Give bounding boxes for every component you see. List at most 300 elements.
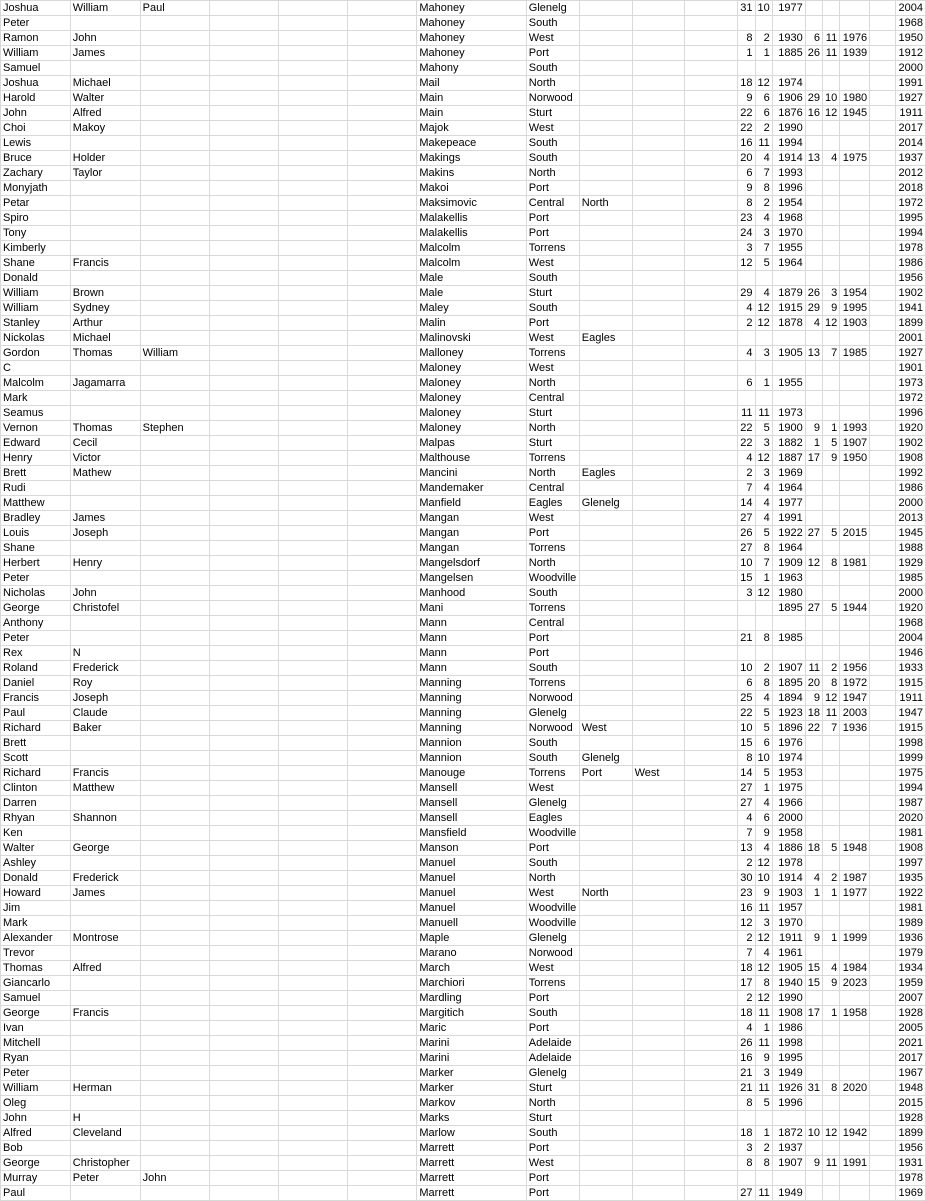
table-cell[interactable] (210, 571, 279, 586)
table-cell[interactable] (279, 466, 348, 481)
table-cell[interactable] (279, 781, 348, 796)
table-cell[interactable] (210, 136, 279, 151)
table-cell[interactable]: 1996 (772, 1096, 805, 1111)
table-cell[interactable] (737, 271, 755, 286)
table-cell[interactable]: 1974 (772, 76, 805, 91)
table-cell[interactable]: Mark (1, 916, 71, 931)
table-cell[interactable] (822, 466, 839, 481)
table-cell[interactable] (805, 751, 822, 766)
table-cell[interactable] (210, 496, 279, 511)
table-cell[interactable] (579, 46, 632, 61)
table-cell[interactable] (805, 616, 822, 631)
table-cell[interactable]: 11 (737, 406, 755, 421)
table-cell[interactable]: West (579, 721, 632, 736)
table-cell[interactable] (870, 421, 896, 436)
table-cell[interactable] (822, 1171, 839, 1186)
table-cell[interactable] (140, 166, 210, 181)
table-cell[interactable] (822, 751, 839, 766)
table-cell[interactable] (822, 136, 839, 151)
table-cell[interactable] (737, 331, 755, 346)
table-cell[interactable] (840, 76, 870, 91)
table-cell[interactable]: Christofel (70, 601, 140, 616)
table-cell[interactable] (685, 121, 737, 136)
table-cell[interactable]: 2 (755, 1141, 772, 1156)
table-cell[interactable] (70, 1066, 140, 1081)
table-cell[interactable] (685, 1066, 737, 1081)
table-cell[interactable]: Mitchell (1, 1036, 71, 1051)
table-cell[interactable]: 16 (737, 901, 755, 916)
table-cell[interactable]: 1927 (895, 346, 925, 361)
table-cell[interactable]: Eagles (526, 811, 579, 826)
table-cell[interactable]: Malin (417, 316, 526, 331)
table-cell[interactable] (140, 301, 210, 316)
table-cell[interactable]: George (1, 601, 71, 616)
table-cell[interactable] (210, 751, 279, 766)
table-cell[interactable] (632, 301, 685, 316)
table-cell[interactable] (348, 586, 417, 601)
table-cell[interactable] (805, 916, 822, 931)
table-cell[interactable]: Woodville (526, 571, 579, 586)
table-cell[interactable]: North (526, 376, 579, 391)
table-cell[interactable]: Peter (70, 1171, 140, 1186)
table-cell[interactable]: 2015 (895, 1096, 925, 1111)
table-cell[interactable]: 2003 (840, 706, 870, 721)
table-cell[interactable] (70, 616, 140, 631)
table-cell[interactable]: 5 (822, 601, 839, 616)
table-cell[interactable]: 22 (805, 721, 822, 736)
table-cell[interactable] (840, 646, 870, 661)
table-cell[interactable]: Mangan (417, 526, 526, 541)
table-cell[interactable]: 5 (755, 526, 772, 541)
table-cell[interactable] (805, 241, 822, 256)
table-cell[interactable] (279, 1186, 348, 1201)
table-cell[interactable]: Stephen (140, 421, 210, 436)
table-cell[interactable] (140, 601, 210, 616)
table-cell[interactable]: 3 (755, 916, 772, 931)
table-cell[interactable] (755, 271, 772, 286)
table-cell[interactable]: 1 (822, 1006, 839, 1021)
table-cell[interactable] (579, 946, 632, 961)
table-cell[interactable]: South (526, 586, 579, 601)
table-cell[interactable]: Rex (1, 646, 71, 661)
table-cell[interactable] (685, 271, 737, 286)
table-cell[interactable] (348, 721, 417, 736)
table-cell[interactable]: Marrett (417, 1171, 526, 1186)
table-cell[interactable] (840, 406, 870, 421)
table-cell[interactable]: 2013 (895, 511, 925, 526)
table-cell[interactable] (805, 1066, 822, 1081)
table-cell[interactable]: 4 (755, 691, 772, 706)
table-cell[interactable] (840, 811, 870, 826)
table-cell[interactable]: Glenelg (526, 931, 579, 946)
table-cell[interactable] (348, 301, 417, 316)
table-cell[interactable] (685, 1126, 737, 1141)
table-cell[interactable]: 2 (822, 661, 839, 676)
table-cell[interactable] (805, 166, 822, 181)
table-cell[interactable]: William (1, 1081, 71, 1096)
table-cell[interactable] (685, 16, 737, 31)
table-cell[interactable] (210, 736, 279, 751)
table-cell[interactable] (279, 1081, 348, 1096)
table-cell[interactable] (685, 796, 737, 811)
table-cell[interactable] (685, 331, 737, 346)
table-cell[interactable]: 12 (822, 316, 839, 331)
table-cell[interactable]: 1969 (895, 1186, 925, 1201)
table-cell[interactable] (579, 916, 632, 931)
table-cell[interactable] (579, 451, 632, 466)
table-cell[interactable] (140, 586, 210, 601)
table-cell[interactable]: Manson (417, 841, 526, 856)
table-cell[interactable] (685, 451, 737, 466)
table-cell[interactable]: South (526, 16, 579, 31)
table-cell[interactable] (737, 391, 755, 406)
table-cell[interactable] (870, 391, 896, 406)
table-cell[interactable] (279, 616, 348, 631)
table-cell[interactable] (279, 31, 348, 46)
table-cell[interactable] (279, 661, 348, 676)
table-cell[interactable] (822, 586, 839, 601)
table-cell[interactable] (140, 556, 210, 571)
table-cell[interactable] (632, 1036, 685, 1051)
table-cell[interactable] (279, 841, 348, 856)
table-cell[interactable] (140, 466, 210, 481)
table-cell[interactable] (632, 196, 685, 211)
table-cell[interactable]: 1895 (772, 676, 805, 691)
table-cell[interactable] (70, 631, 140, 646)
table-cell[interactable]: Samuel (1, 991, 71, 1006)
table-cell[interactable] (870, 1066, 896, 1081)
table-cell[interactable]: 1977 (772, 1, 805, 16)
table-cell[interactable] (772, 271, 805, 286)
table-cell[interactable] (685, 76, 737, 91)
table-cell[interactable] (279, 1066, 348, 1081)
table-cell[interactable] (685, 346, 737, 361)
table-cell[interactable] (822, 1111, 839, 1126)
table-cell[interactable]: 12 (755, 856, 772, 871)
table-cell[interactable]: 18 (737, 1126, 755, 1141)
table-cell[interactable]: North (526, 421, 579, 436)
table-cell[interactable]: Port (526, 526, 579, 541)
table-cell[interactable] (632, 841, 685, 856)
table-cell[interactable] (632, 256, 685, 271)
table-cell[interactable] (840, 541, 870, 556)
table-cell[interactable]: 23 (737, 886, 755, 901)
table-cell[interactable] (870, 121, 896, 136)
table-cell[interactable] (348, 451, 417, 466)
table-cell[interactable]: John (1, 1111, 71, 1126)
table-cell[interactable]: Rhyan (1, 811, 71, 826)
table-cell[interactable] (870, 301, 896, 316)
table-cell[interactable]: Paul (1, 706, 71, 721)
table-cell[interactable]: South (526, 661, 579, 676)
table-cell[interactable]: 1905 (772, 961, 805, 976)
table-cell[interactable]: 1986 (895, 481, 925, 496)
table-cell[interactable] (348, 811, 417, 826)
table-cell[interactable]: 1954 (840, 286, 870, 301)
table-cell[interactable]: West (526, 331, 579, 346)
table-cell[interactable]: 13 (805, 151, 822, 166)
table-cell[interactable] (140, 721, 210, 736)
table-cell[interactable] (822, 646, 839, 661)
table-cell[interactable]: 1968 (895, 616, 925, 631)
table-cell[interactable]: Port (526, 646, 579, 661)
table-cell[interactable] (70, 1186, 140, 1201)
table-cell[interactable] (348, 1126, 417, 1141)
table-cell[interactable] (685, 1, 737, 16)
table-cell[interactable]: Brown (70, 286, 140, 301)
table-cell[interactable] (822, 331, 839, 346)
table-cell[interactable] (870, 826, 896, 841)
table-cell[interactable]: Marrett (417, 1156, 526, 1171)
table-cell[interactable] (870, 106, 896, 121)
table-cell[interactable]: 1975 (772, 781, 805, 796)
table-cell[interactable] (210, 631, 279, 646)
table-cell[interactable] (348, 526, 417, 541)
table-cell[interactable]: Ivan (1, 1021, 71, 1036)
table-cell[interactable]: 1976 (772, 736, 805, 751)
table-cell[interactable] (632, 166, 685, 181)
table-cell[interactable] (805, 1021, 822, 1036)
table-cell[interactable] (822, 541, 839, 556)
table-cell[interactable]: Manuel (417, 856, 526, 871)
table-cell[interactable] (737, 61, 755, 76)
table-cell[interactable] (140, 826, 210, 841)
table-cell[interactable]: 4 (737, 346, 755, 361)
table-cell[interactable] (822, 166, 839, 181)
table-cell[interactable] (579, 436, 632, 451)
table-cell[interactable]: 1987 (840, 871, 870, 886)
table-cell[interactable] (140, 991, 210, 1006)
table-cell[interactable]: 1911 (772, 931, 805, 946)
table-cell[interactable] (685, 421, 737, 436)
table-cell[interactable]: 1911 (895, 691, 925, 706)
table-cell[interactable]: 2018 (895, 181, 925, 196)
table-cell[interactable] (870, 811, 896, 826)
table-cell[interactable] (348, 1081, 417, 1096)
table-cell[interactable] (210, 1021, 279, 1036)
table-cell[interactable]: 1 (805, 886, 822, 901)
table-cell[interactable] (805, 586, 822, 601)
table-cell[interactable]: 1995 (840, 301, 870, 316)
table-cell[interactable]: Port (526, 1021, 579, 1036)
table-cell[interactable] (348, 1096, 417, 1111)
table-cell[interactable] (772, 1111, 805, 1126)
table-cell[interactable] (685, 736, 737, 751)
table-cell[interactable] (348, 316, 417, 331)
table-cell[interactable]: 2 (755, 196, 772, 211)
table-cell[interactable]: Norwood (526, 91, 579, 106)
table-cell[interactable] (348, 856, 417, 871)
table-cell[interactable] (870, 991, 896, 1006)
table-cell[interactable] (210, 601, 279, 616)
table-cell[interactable] (579, 121, 632, 136)
table-cell[interactable] (755, 391, 772, 406)
table-cell[interactable] (805, 631, 822, 646)
table-cell[interactable]: 1996 (772, 181, 805, 196)
table-cell[interactable] (210, 181, 279, 196)
table-cell[interactable] (579, 256, 632, 271)
table-cell[interactable]: Gordon (1, 346, 71, 361)
table-cell[interactable]: 5 (755, 421, 772, 436)
table-cell[interactable]: Bradley (1, 511, 71, 526)
table-cell[interactable] (579, 301, 632, 316)
table-cell[interactable] (805, 496, 822, 511)
table-cell[interactable]: Walter (1, 841, 71, 856)
table-cell[interactable]: 8 (737, 196, 755, 211)
table-cell[interactable]: 3 (755, 436, 772, 451)
table-cell[interactable]: Maloney (417, 406, 526, 421)
table-cell[interactable]: 1950 (840, 451, 870, 466)
table-cell[interactable]: H (70, 1111, 140, 1126)
table-cell[interactable]: 1900 (772, 421, 805, 436)
table-cell[interactable] (210, 1126, 279, 1141)
table-cell[interactable] (348, 466, 417, 481)
table-cell[interactable] (870, 616, 896, 631)
table-cell[interactable]: 4 (755, 511, 772, 526)
table-cell[interactable] (870, 361, 896, 376)
table-cell[interactable]: Manuel (417, 871, 526, 886)
table-cell[interactable]: 30 (737, 871, 755, 886)
table-cell[interactable] (870, 331, 896, 346)
table-cell[interactable]: Port (526, 631, 579, 646)
table-cell[interactable]: Christopher (70, 1156, 140, 1171)
table-cell[interactable] (840, 856, 870, 871)
table-cell[interactable] (632, 1, 685, 16)
table-cell[interactable] (279, 151, 348, 166)
table-cell[interactable]: Port (526, 991, 579, 1006)
table-cell[interactable]: 1927 (895, 91, 925, 106)
table-cell[interactable] (805, 256, 822, 271)
table-cell[interactable]: Peter (1, 1066, 71, 1081)
table-cell[interactable]: Ryan (1, 1051, 71, 1066)
table-cell[interactable] (870, 586, 896, 601)
table-cell[interactable] (870, 241, 896, 256)
table-cell[interactable]: 1998 (772, 1036, 805, 1051)
table-cell[interactable] (632, 1021, 685, 1036)
table-cell[interactable]: 1990 (772, 991, 805, 1006)
table-cell[interactable] (210, 1096, 279, 1111)
table-cell[interactable] (685, 376, 737, 391)
table-cell[interactable]: 2 (755, 31, 772, 46)
table-cell[interactable] (822, 271, 839, 286)
table-cell[interactable] (579, 1021, 632, 1036)
table-cell[interactable]: Markov (417, 1096, 526, 1111)
table-cell[interactable] (70, 571, 140, 586)
table-cell[interactable]: 2021 (895, 1036, 925, 1051)
table-cell[interactable]: 15 (737, 736, 755, 751)
table-cell[interactable] (870, 646, 896, 661)
table-cell[interactable] (870, 931, 896, 946)
table-cell[interactable] (279, 241, 348, 256)
table-cell[interactable]: Michael (70, 331, 140, 346)
table-cell[interactable] (140, 1186, 210, 1201)
table-cell[interactable] (685, 1156, 737, 1171)
table-cell[interactable] (870, 181, 896, 196)
table-cell[interactable]: Kimberly (1, 241, 71, 256)
table-cell[interactable]: 12 (755, 301, 772, 316)
table-cell[interactable] (632, 886, 685, 901)
table-cell[interactable]: West (526, 256, 579, 271)
table-cell[interactable] (822, 1141, 839, 1156)
table-cell[interactable] (140, 571, 210, 586)
table-cell[interactable]: 7 (737, 826, 755, 841)
table-cell[interactable] (840, 901, 870, 916)
table-cell[interactable] (140, 1036, 210, 1051)
table-cell[interactable] (348, 136, 417, 151)
table-cell[interactable] (210, 1156, 279, 1171)
table-cell[interactable] (685, 1096, 737, 1111)
table-cell[interactable]: 6 (737, 376, 755, 391)
table-cell[interactable]: 22 (737, 106, 755, 121)
table-cell[interactable]: Norwood (526, 946, 579, 961)
table-cell[interactable] (210, 871, 279, 886)
table-cell[interactable]: 1908 (895, 841, 925, 856)
table-cell[interactable]: 18 (737, 76, 755, 91)
table-cell[interactable]: 17 (805, 451, 822, 466)
table-cell[interactable] (210, 946, 279, 961)
table-cell[interactable]: Norwood (526, 721, 579, 736)
table-cell[interactable] (632, 676, 685, 691)
table-cell[interactable] (279, 931, 348, 946)
table-cell[interactable]: 1985 (772, 631, 805, 646)
table-cell[interactable]: 1993 (840, 421, 870, 436)
table-cell[interactable] (870, 946, 896, 961)
table-cell[interactable] (70, 61, 140, 76)
table-cell[interactable]: 18 (737, 961, 755, 976)
table-cell[interactable]: 9 (805, 421, 822, 436)
table-cell[interactable] (685, 616, 737, 631)
table-cell[interactable] (210, 406, 279, 421)
table-cell[interactable] (210, 481, 279, 496)
table-cell[interactable]: 1 (755, 781, 772, 796)
table-cell[interactable] (805, 1, 822, 16)
table-cell[interactable] (279, 766, 348, 781)
table-cell[interactable]: 2 (737, 931, 755, 946)
table-cell[interactable]: Port (526, 1141, 579, 1156)
table-cell[interactable]: 5 (822, 841, 839, 856)
table-cell[interactable]: 2 (737, 991, 755, 1006)
table-cell[interactable]: 29 (805, 91, 822, 106)
table-cell[interactable] (70, 1036, 140, 1051)
table-cell[interactable]: 1998 (895, 736, 925, 751)
table-cell[interactable]: 11 (755, 1081, 772, 1096)
table-cell[interactable] (870, 196, 896, 211)
table-cell[interactable] (348, 1111, 417, 1126)
table-cell[interactable] (279, 496, 348, 511)
table-cell[interactable] (348, 91, 417, 106)
table-cell[interactable]: 1973 (895, 376, 925, 391)
table-cell[interactable]: 4 (755, 946, 772, 961)
table-cell[interactable]: Maloney (417, 421, 526, 436)
table-cell[interactable]: 12 (755, 586, 772, 601)
table-cell[interactable]: Malthouse (417, 451, 526, 466)
table-cell[interactable] (210, 286, 279, 301)
table-cell[interactable] (140, 271, 210, 286)
table-cell[interactable]: 11 (755, 1006, 772, 1021)
table-cell[interactable]: Woodville (526, 901, 579, 916)
table-cell[interactable]: Manning (417, 721, 526, 736)
table-cell[interactable] (772, 391, 805, 406)
table-cell[interactable]: 1997 (895, 856, 925, 871)
table-cell[interactable] (632, 1126, 685, 1141)
table-cell[interactable] (805, 61, 822, 76)
table-cell[interactable] (279, 736, 348, 751)
table-cell[interactable] (348, 691, 417, 706)
table-cell[interactable] (210, 31, 279, 46)
table-cell[interactable] (210, 256, 279, 271)
table-cell[interactable] (210, 1051, 279, 1066)
table-cell[interactable] (822, 781, 839, 796)
